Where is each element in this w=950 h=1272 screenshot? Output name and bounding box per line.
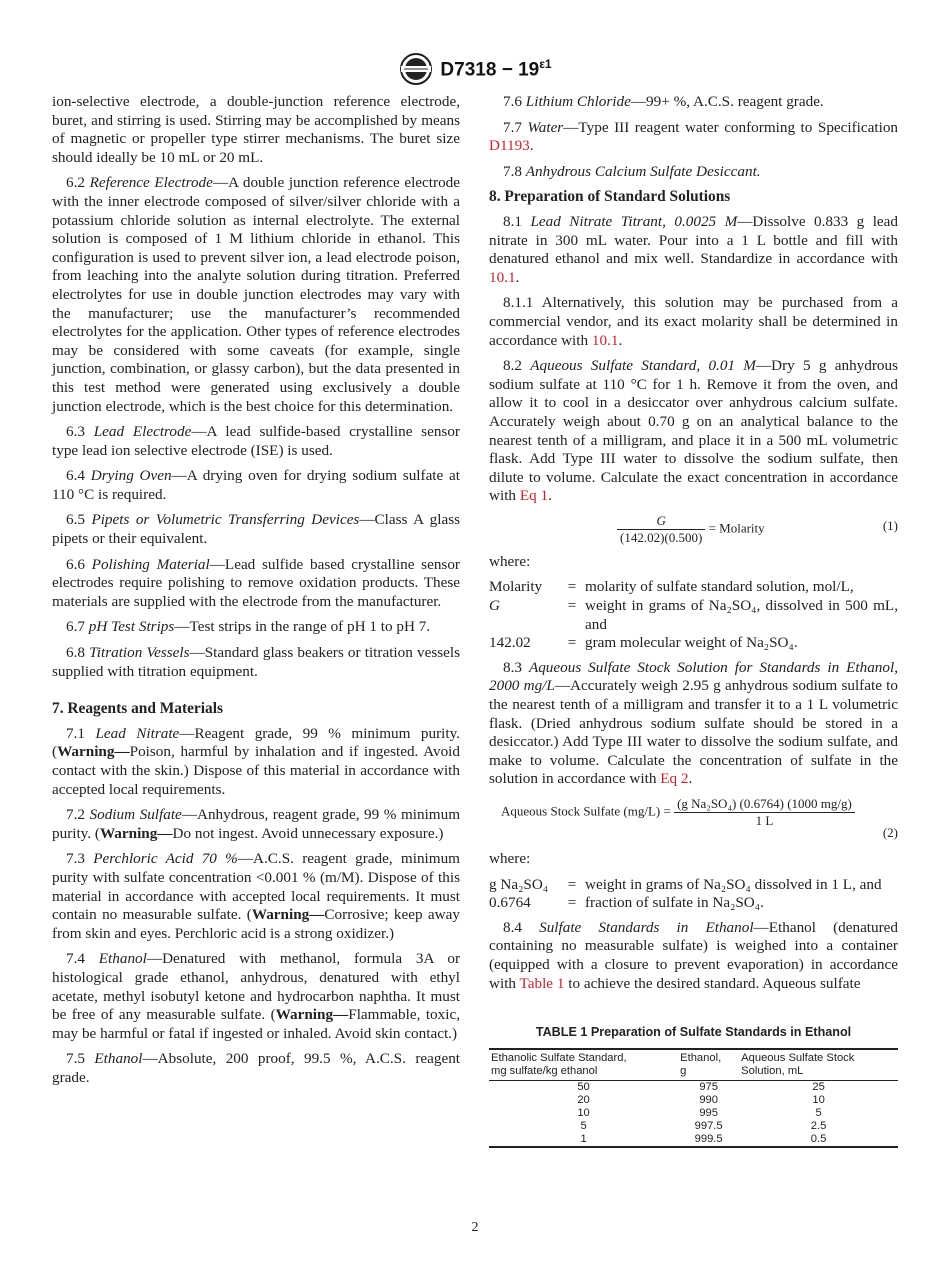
where-row: 0.6764 = fraction of sulfate in Na₂SO₄. (489, 894, 764, 912)
page-header (0, 52, 950, 86)
section-8-4: 8.4 Sulfate Standards in Ethanol—Ethanol (denatured containing no measurable sulfate) is weighed into a container (equipped with a closure to prevent evaporation) in accordance with Table 1 to achieve the desired standard. Aqueous sulfate (489, 918, 899, 992)
link-10-1[interactable]: 10.1 (489, 268, 516, 286)
section-7-1: 7.1 Lead Nitrate—Reagent grade, 99 % minimum purity. (Warning—Poison, harmful by inhalation and if ingested. Avoid contact with the skin.) Dispose of this material in accordance with accepted local requirements. (52, 724, 460, 798)
equation-1-fraction: $\frac{G}{(142.02)(0.500)}$ (617, 513, 705, 546)
table-row: 10 995 5 (577, 1106, 822, 1119)
section-7-2: 7.2 Sodium Sulfate—Anhydrous, reagent grade, 99 % minimum purity. (Warning—Do not ingest. Avoid unnecessary exposure.) (52, 806, 461, 842)
table-row: 5 997.5 2.5 (580, 1119, 827, 1132)
where-label-1: where: (489, 552, 531, 570)
section-6-6: 6.6 Polishing Material—Lead sulfide based crystalline sensor electrodes require polishing to remove oxidation products. These materials are supplied with the electrode from the manufacturer. (52, 555, 460, 610)
where-row: G = weight in grams of Na₂SO₄, dissolved in 500 mL, and (489, 597, 898, 633)
section-6-7: 6.7 pH Test Strips—Test strips in the range of pH 1 to pH 7. (66, 618, 431, 636)
where-table-1 (489, 578, 898, 652)
section-8-heading: 8. Preparation of Standard Solutions (489, 188, 731, 206)
table-row: 20 990 10 (577, 1093, 825, 1106)
equation-1-rhs: = Molarity (708, 520, 765, 536)
section-7-3: 7.3 Perchloric Acid 70 %—A.C.S. reagent grade, minimum purity with sulfate concentration <0.001 % (m/M). Dispose of this material in accordance with accepted local requirements. It must contain no measurable sulfate. (Warning—Corrosive; keep away from skin and eyes. Perchloric acid is a strong oxidizer.) (52, 850, 460, 942)
document-id: $D7318 - 19^{\varepsilon 1}$ (440, 56, 552, 81)
section-6-8: 6.8 Titration Vessels—Standard glass beakers or titration vessels supplied with titration equipment. (52, 644, 461, 680)
section-8-2: 8.2 Aqueous Sulfate Standard, 0.01 M—Dry 5 g anhydrous sodium sulfate at 110 °C for 1 h. Remove it from the oven, and allow it to cool in a desiccator over anhydrous calcium sulfate. Accurately weigh about 0.70 g on an analytical balance to the nearest tenth of a milligram, and place it in a 500 mL volumetric flask. Add Type III water to dissolve the sodium sulfate, then dilute to volume. Calculate the exact concentration in accordance with Eq 1. (489, 357, 899, 505)
where-label-2: where: (489, 850, 531, 867)
table-1 (489, 1048, 898, 1148)
section-8-1: 8.1 Lead Nitrate Titrant, 0.0025 M—Dissolve 0.833 g lead nitrate in 300 mL water. Pour into a 1 L bottle and fill with denatured ethanol and mix well. Standardize in accordance with 10.1. (489, 212, 898, 286)
link-eq-2[interactable]: Eq 2 (660, 770, 689, 788)
table-row: 50 975 25 (577, 1080, 825, 1093)
link-d1193[interactable]: D1193 (489, 137, 530, 155)
link-10-1[interactable]: 10.1 (591, 331, 619, 349)
section-8-1-1: 8.1.1 Alternatively, this solution may be purchased from a commercial vendor, and its exact molarity shall be determined in accordance with 10.1. (489, 294, 898, 349)
link-table-1[interactable]: Table 1 (519, 974, 565, 992)
section-7-heading: 7. Reagents and Materials (52, 700, 223, 718)
where-row: Molarity = molarity of sulfate standard solution, mol/L, (489, 578, 854, 596)
right-column (489, 93, 898, 1148)
equation-2-label: (2) (882, 825, 898, 840)
section-7-8: 7.8 Anhydrous Calcium Sulfate Desiccant. (503, 162, 761, 180)
column-header: Ethanol, g (678, 1049, 739, 1081)
equation-1-label: (1) (882, 517, 898, 533)
section-7-4: 7.4 Ethanol—Denatured with methanol, formula 3A or histological grade ethanol, anhydrous, denatured with ethyl acetate, methyl isobutyl ketone and hydrocarbon naphtha. It must be free of any measurable sulfate. (Warning—Flammable, toxic, may be harmful or fatal if ingested or inhaled. Avoid skin contact.) (52, 950, 461, 1042)
equation-2-lhs: Aqueous Stock Sulfate (mg/L) = (501, 803, 671, 819)
table-1-title: TABLE 1 Preparation of Sulfate Standards in Ethanol (535, 1025, 852, 1040)
equation-2-fraction: $\frac{\text{(g Na₂SO₄) (0.6764) (1000 mg/g)}}{1 L}$ (674, 796, 855, 829)
section-6-3: 6.3 Lead Electrode—A lead sulfide-based crystalline sensor type lead ion selective electrode (ISE) is used. (52, 423, 460, 459)
page-number: 2 (471, 1220, 479, 1235)
section-7-6: 7.6 Lithium Chloride—99+ %, A.C.S. reagent grade. (503, 93, 824, 110)
section-7-7: 7.7 Water—Type III reagent water conforming to Specification D1193. (489, 118, 899, 155)
equation-1 (489, 513, 898, 543)
section-6-2: 6.2 Reference Electrode—A double junction reference electrode with the inner electrode composed of silver/silver chloride with a potassium chloride solution as internal electrolyte. The external solution is composed of 1 M lithium chloride in ethanol. This configuration is used to prevent silver ion, a lead electrode poison, from leaching into the analyte solution during titration. Preferred electrolytes for use in double junction electrodes may vary with the manufacturer; use the manufacturer’s recommended electrolytes for the application. Other types of reference electrodes may be considered with some caveats (for example, single junction, combination, or glassy carbon), but the data presented in this test method were generated using exclusively a double junction electrode, which is the best choice for this determination. (52, 174, 460, 415)
column-header: Aqueous Sulfate Stock Solution, mL (739, 1049, 898, 1081)
column-header: Ethanolic Sulfate Standard, mg sulfate/kg ethanol (489, 1049, 678, 1081)
where-row: 142.02 = gram molecular weight of Na₂SO₄. (489, 634, 798, 652)
astm-logo-icon (398, 52, 434, 86)
table-header-row (489, 1049, 898, 1081)
where-table-2 (489, 876, 898, 913)
equation-2 (489, 796, 898, 840)
section-7-5: 7.5 Ethanol—Absolute, 200 proof, 99.5 %, A.C.S. reagent grade. (52, 1050, 461, 1086)
table-row: 1 999.5 0.5 (489, 1133, 898, 1147)
where-row: g Na₂SO₄ = weight in grams of Na₂SO₄ dissolved in 1 L, and (489, 875, 882, 893)
section-6-5: 6.5 Pipets or Volumetric Transferring Devices—Class A glass pipets or their equivalent. (52, 511, 461, 548)
section-6-4: 6.4 Drying Oven—A drying oven for drying sodium sulfate at 110 °C is required. (52, 467, 461, 503)
link-eq-1[interactable]: Eq 1 (519, 487, 549, 505)
paragraph-6-1-continued: ion-selective electrode, a double-junction reference electrode, buret, and stirring is used. Stirring may be accomplished by means of magnetic or propeller type stirrer mechanisms. The buret size should ideally be 10 mL or 20 mL. (52, 93, 460, 166)
left-column (52, 93, 460, 1095)
section-8-3: 8.3 Aqueous Sulfate Stock Solution for Standards in Ethanol, 2000 mg/L—Accurately weigh 2.95 g anhydrous sodium sulfate to the nearest tenth of a milligram and transfer it to a 1 L volumetric flask. (Dried anhydrous sodium sulfate should be stored in a desiccator.) Add Type III water to dissolve the sodium sulfate, and make to volume. Calculate the concentration of sulfate in the solution in accordance with Eq 2. (489, 658, 899, 788)
